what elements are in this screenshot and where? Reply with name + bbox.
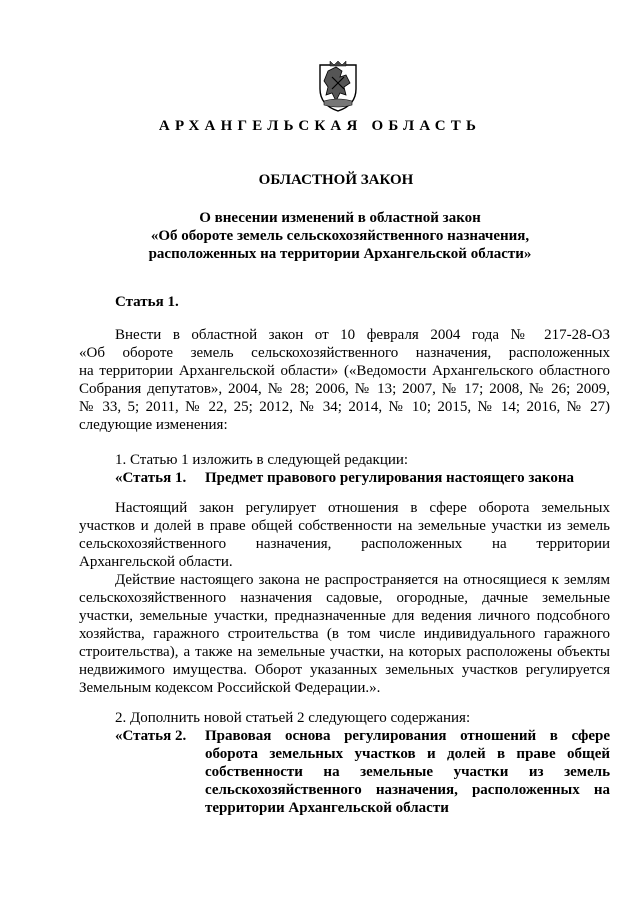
new-article-1-title: Предмет правового регулирования настоящего закона: [205, 470, 574, 486]
new-article-2-label: «Статья 2.: [115, 728, 187, 744]
law-title: [0, 209, 640, 263]
para1-line-3: сельскохозяйственного назначения, расположенных на территории: [79, 536, 610, 552]
intro-line-4: Собрания депутатов», 2004, № 28; 2006, № 13; 2007, № 17; 2008, № 26; 2009,: [79, 381, 610, 397]
law-title-line-2: «Об обороте земель сельскохозяйственного назначения,: [150, 228, 530, 244]
coat-of-arms-emblem: [316, 59, 360, 113]
para2-line-2: сельскохозяйственного назначения садовые, огородные, дачные земельные: [79, 590, 610, 606]
para2-line-7: Земельным кодексом Российской Федерации.».: [79, 680, 381, 696]
article-1-heading: Статья 1.: [115, 294, 179, 310]
new-article-1-label: «Статья 1.: [115, 470, 187, 486]
new-article-1-paragraph-1: [79, 499, 610, 571]
art2-title-line-4: сельскохозяйственного назначения, расположенных на: [205, 782, 610, 798]
law-type-heading: ОБЛАСТНОЙ ЗАКОН: [258, 172, 414, 188]
region-name: АРХАНГЕЛЬСКАЯ ОБЛАСТЬ: [158, 118, 482, 134]
para2-line-4: хозяйства, гаражного строительства (в том числе индивидуального гаражного: [79, 626, 610, 642]
intro-line-2: «Об обороте земель сельскохозяйственного назначения, расположенных: [79, 345, 610, 361]
new-article-1-heading: [115, 469, 610, 487]
para2-line-1: Действие настоящего закона не распространяется на относящиеся к землям: [115, 572, 610, 588]
para2-line-5: строительства), а также на земельные участки, на которых расположены объекты: [79, 644, 610, 660]
art2-title-line-3: собственности на земельные участки из земель: [205, 764, 610, 780]
article-1-intro: [79, 326, 610, 434]
para2-line-6: недвижимого имущества. Оборот указанных земельных участков регулируется: [79, 662, 610, 678]
new-article-2-title: [205, 727, 610, 817]
item-2-text: 2. Дополнить новой статьей 2 следующего содержания:: [115, 710, 471, 726]
para1-line-2: участков и долей в праве общей собственности на земельные участки из земель: [79, 518, 610, 534]
para1-line-1: Настоящий закон регулирует отношения в сфере оборота земельных: [115, 500, 610, 516]
law-title-line-1: О внесении изменений в областной закон: [199, 210, 481, 226]
law-title-line-3: расположенных на территории Архангельской области»: [148, 246, 532, 262]
intro-line-6: следующие изменения:: [79, 417, 228, 433]
para1-line-4: Архангельской области.: [79, 554, 233, 570]
art2-title-line-5: территории Архангельской области: [205, 800, 449, 816]
art2-title-line-2: оборота земельных участков и долей в праве общей: [205, 746, 610, 762]
intro-line-5: № 33, 5; 2011, № 22, 25; 2012, № 34; 2014, № 10; 2015, № 14; 2016, № 27): [79, 399, 610, 415]
art2-title-line-1: Правовая основа регулирования отношений в сфере: [205, 728, 610, 744]
para2-line-3: участки, земельные участки, предназначенные для ведения личного подсобного: [79, 608, 610, 624]
intro-line-3: на территории Архангельской области» («Ведомости Архангельского областного: [79, 363, 610, 379]
new-article-1-paragraph-2: [79, 571, 610, 697]
intro-line-1: Внести в областной закон от 10 февраля 2004 года № 217-28-ОЗ: [115, 327, 610, 343]
item-1-text: 1. Статью 1 изложить в следующей редакции:: [115, 452, 409, 468]
